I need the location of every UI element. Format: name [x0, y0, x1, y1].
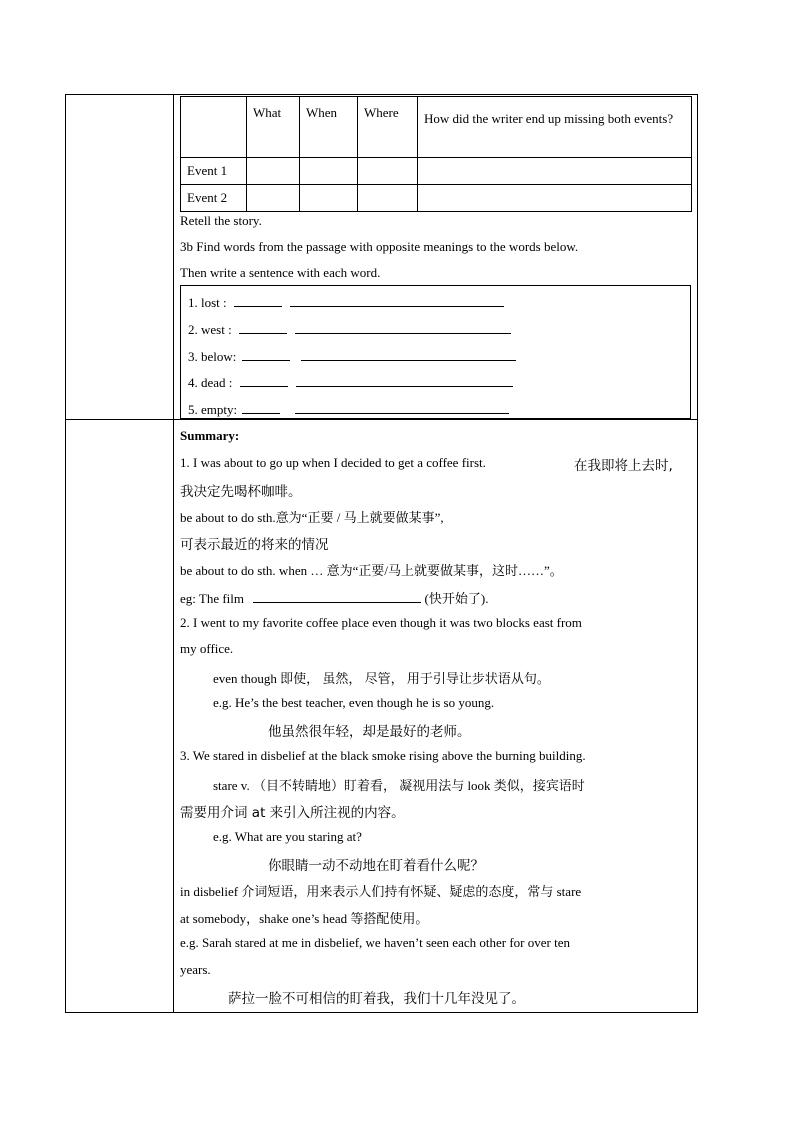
example-sarah-translation: 萨拉一脸不可相信的盯着我，我们十几年没见了。	[228, 991, 525, 1007]
list-item	[188, 401, 509, 418]
word-blank[interactable]	[240, 374, 288, 387]
answer-cell[interactable]	[358, 158, 418, 185]
word-label: 5. empty:	[188, 402, 238, 417]
word-blank[interactable]	[242, 401, 280, 414]
answer-cell[interactable]	[300, 185, 358, 212]
header-how: How did the writer end up missing both events?	[418, 97, 692, 158]
task-3b-line2: Then write a sentence with each word.	[180, 265, 381, 280]
note-in-disbelief-line1: in disbelief 介词短语，用来表示人们持有怀疑、疑虑的态度，常与 stare	[180, 884, 582, 899]
answer-cell[interactable]	[418, 185, 692, 212]
table-row	[181, 158, 692, 185]
note-in-disbelief-line2: at somebody，shake one’s head 等搭配使用。	[180, 911, 429, 926]
word-blank[interactable]	[234, 294, 282, 307]
header-cell-empty	[181, 97, 247, 158]
word-blank[interactable]	[242, 348, 290, 361]
word-blank[interactable]	[239, 321, 287, 334]
event-label: Event 1	[181, 158, 247, 185]
answer-cell[interactable]	[418, 158, 692, 185]
note-be-about-to: be about to do sth.意为“正要 / 马上就要做某事”,	[180, 510, 444, 525]
note-stare-line2: 需要用介词 at 来引入所注视的内容。	[180, 805, 405, 821]
sentence-blank[interactable]	[301, 348, 516, 361]
summary-item-2-line1: 2. I went to my favorite coffee place even though it was two blocks east from	[180, 615, 582, 630]
answer-cell[interactable]	[247, 158, 300, 185]
events-table-header	[181, 97, 692, 158]
sentence-zh: 在我即将上去时,	[574, 458, 673, 474]
list-item	[188, 348, 516, 365]
example-hint: (快开始了).	[424, 591, 489, 606]
header-what: What	[247, 97, 300, 158]
answer-cell[interactable]	[247, 185, 300, 212]
note-even-though: even though 即使， 虽然， 尽管， 用于引导让步状语从句。	[213, 671, 550, 686]
answer-cell[interactable]	[300, 158, 358, 185]
example-even-though: e.g. He’s the best teacher, even though he is so young.	[213, 695, 495, 710]
sentence-zh-cont: 我决定先喝杯咖啡。	[180, 484, 302, 500]
events-table	[180, 96, 692, 212]
fill-blank[interactable]	[253, 590, 421, 603]
worksheet-outer-table	[65, 94, 698, 1013]
event-label: Event 2	[181, 185, 247, 212]
row-divider	[65, 419, 698, 420]
list-item	[188, 321, 511, 338]
header-when: When	[300, 97, 358, 158]
summary-title: Summary:	[180, 428, 240, 443]
example-sarah-line1: e.g. Sarah stared at me in disbelief, we haven’t seen each other for over ten	[180, 935, 570, 950]
example-staring-translation: 你眼睛一动不动地在盯着看什么呢？	[268, 858, 484, 874]
opposite-words-box	[180, 285, 691, 419]
answer-cell[interactable]	[358, 185, 418, 212]
retell-instruction: Retell the story.	[180, 213, 262, 228]
word-label: 2. west :	[188, 322, 232, 337]
list-item	[188, 294, 504, 311]
list-item	[188, 374, 513, 391]
table-row	[181, 185, 692, 212]
word-label: 1. lost :	[188, 295, 227, 310]
example-staring: e.g. What are you staring at?	[213, 829, 362, 844]
header-where: Where	[358, 97, 418, 158]
note-be-about-to-when: be about to do sth. when … 意为“正要/马上就要做某事，这时……”。	[180, 563, 563, 578]
example-translation: 他虽然很年轻，却是最好的老师。	[268, 724, 471, 740]
sentence-blank[interactable]	[296, 374, 513, 387]
sentence-en: 1. I was about to go up when I decided to get a coffee first.	[180, 455, 486, 470]
sentence-blank[interactable]	[295, 401, 509, 414]
example-film	[180, 588, 488, 607]
sentence-blank[interactable]	[295, 321, 511, 334]
sentence-blank[interactable]	[290, 294, 504, 307]
summary-item-2-line2: my office.	[180, 641, 234, 656]
note-stare-line1: stare v. （目不转睛地）盯着看， 凝视用法与 look 类似，接宾语时	[213, 778, 585, 793]
note-near-future: 可表示最近的将来的情况	[180, 537, 329, 553]
word-label: 3. below:	[188, 349, 237, 364]
task-3b-line1: 3b Find words from the passage with opposite meanings to the words below.	[180, 239, 579, 254]
column-divider	[173, 94, 174, 1013]
example-prefix: eg: The film	[180, 591, 245, 606]
example-sarah-line2: years.	[180, 962, 211, 977]
summary-item-1	[180, 455, 673, 474]
word-label: 4. dead :	[188, 375, 233, 390]
summary-item-3: 3. We stared in disbelief at the black smoke rising above the burning building.	[180, 748, 586, 763]
